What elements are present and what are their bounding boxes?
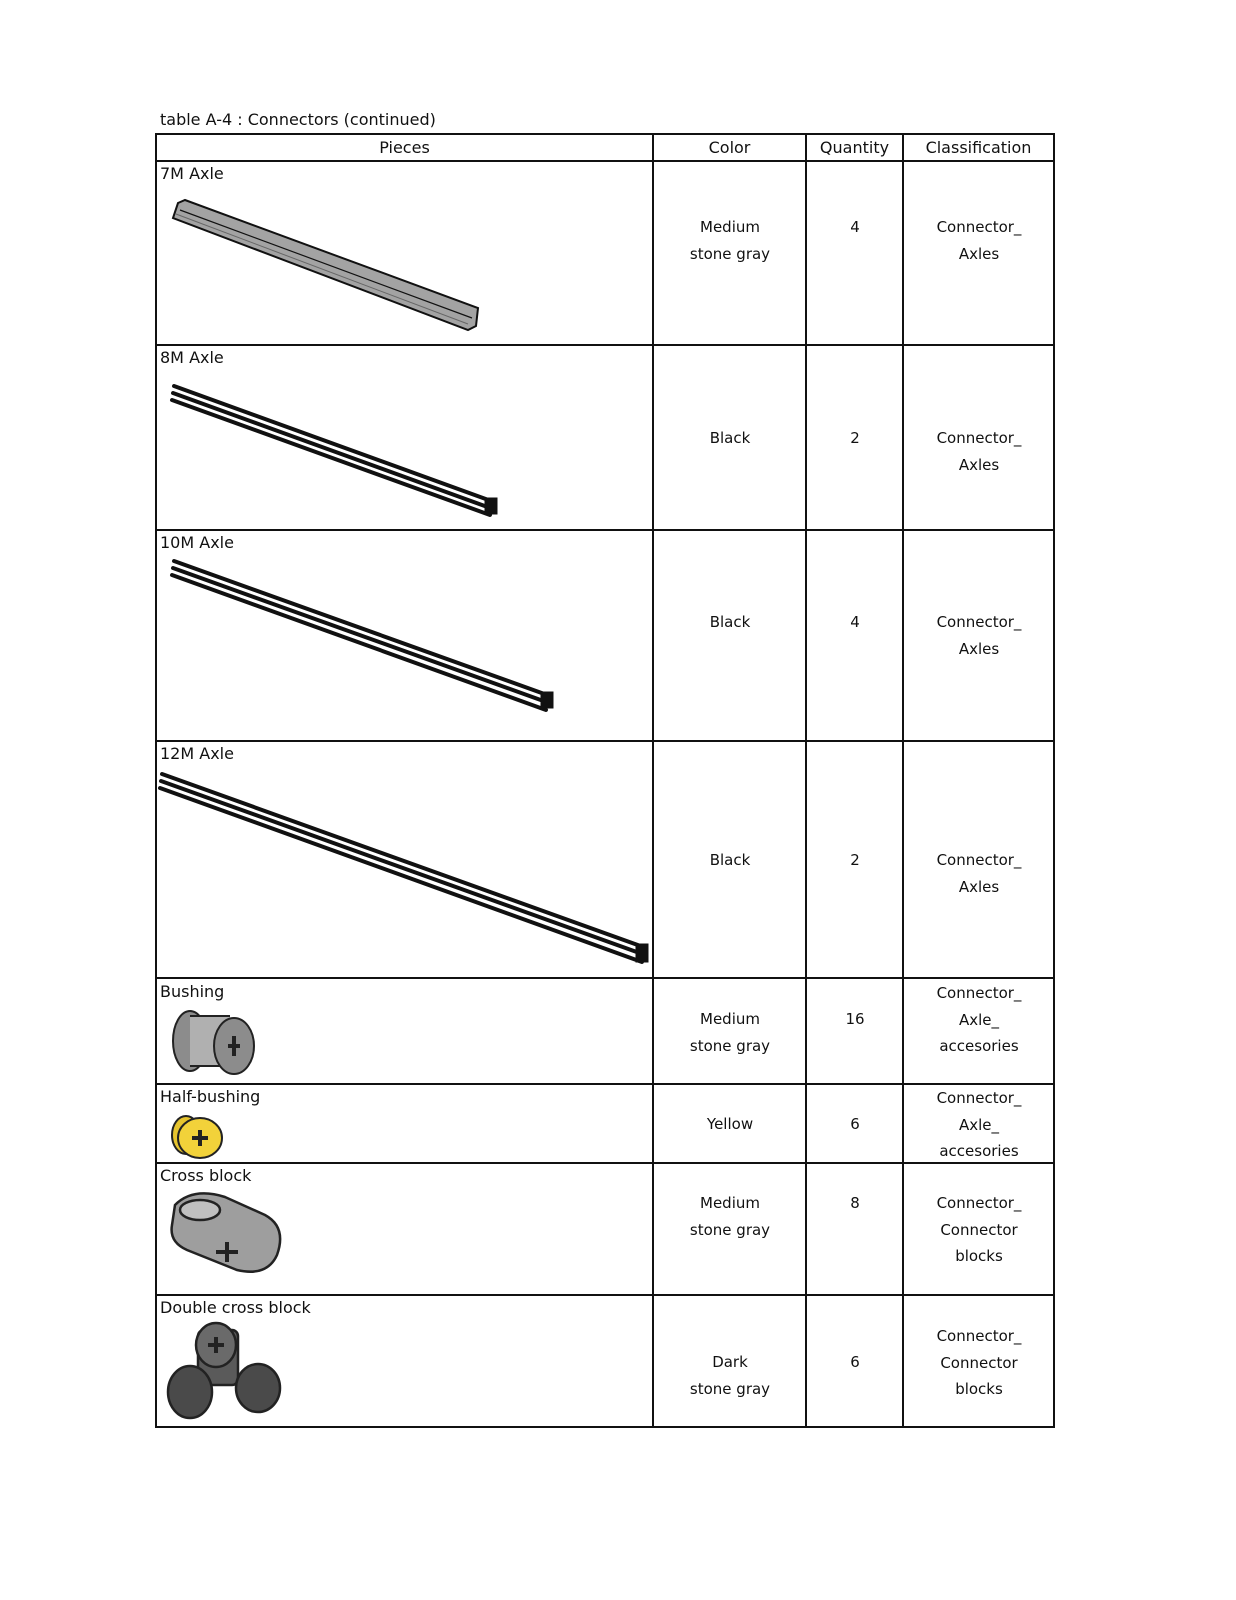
classification-line: Connector_ (936, 984, 1022, 1002)
quantity-cell: 4 (850, 613, 860, 631)
color-line: stone gray (689, 1379, 771, 1398)
quantity-cell: 16 (845, 1010, 865, 1028)
classification-line: Axles (958, 455, 1000, 474)
header-classification: Classification (925, 138, 1032, 157)
classification-cell (905, 1190, 1053, 1270)
double-cross-block-image (168, 1323, 280, 1418)
axle-12m-image (160, 774, 648, 962)
classification-cell (905, 214, 1053, 267)
header-color: Color (708, 138, 751, 157)
color-cell (655, 1006, 805, 1059)
classification-cell (905, 1323, 1053, 1403)
classification-cell (905, 425, 1053, 478)
axle-8m-image (172, 386, 497, 515)
classification-line: Axle_ (958, 1010, 1000, 1029)
piece-name: Double cross block (160, 1298, 311, 1317)
color-line: Medium (700, 1194, 760, 1212)
color-cell: Yellow (706, 1115, 754, 1133)
piece-name: 10M Axle (160, 533, 234, 552)
color-line: stone gray (689, 1036, 771, 1055)
classification-line: Connector_ (936, 1089, 1022, 1107)
header-quantity: Quantity (819, 138, 890, 157)
table-caption: table A-4 : Connectors (continued) (160, 110, 436, 129)
classification-line: Connector_ (936, 1194, 1022, 1212)
axle-7m-image (173, 200, 478, 330)
bushing-image (173, 1011, 254, 1074)
color-cell: Black (709, 429, 751, 447)
piece-name: Bushing (160, 982, 225, 1001)
color-cell (655, 214, 805, 267)
color-cell: Black (709, 613, 751, 631)
classification-cell (905, 1085, 1053, 1165)
classification-line: Connector_ (936, 1327, 1022, 1345)
classification-line: Connector_ (936, 851, 1022, 869)
classification-cell (905, 609, 1053, 662)
header-pieces: Pieces (379, 138, 430, 157)
quantity-cell: 6 (850, 1353, 860, 1371)
classification-line: accesories (939, 1142, 1019, 1160)
half-bushing-image (172, 1116, 222, 1158)
classification-line: blocks (955, 1247, 1003, 1265)
classification-cell (905, 980, 1053, 1060)
classification-line: accesories (939, 1037, 1019, 1055)
cross-block-image (172, 1193, 281, 1271)
classification-line: Connector_ (936, 613, 1022, 631)
color-line: Dark (712, 1353, 748, 1371)
classification-line: Axles (958, 639, 1000, 658)
axle-10m-image (172, 561, 553, 710)
classification-line: Axle_ (958, 1115, 1000, 1134)
classification-line: Axles (958, 244, 1000, 263)
piece-name: Half-bushing (160, 1087, 261, 1106)
piece-name: 8M Axle (160, 348, 224, 367)
piece-name: 7M Axle (160, 164, 224, 183)
classification-line: blocks (955, 1380, 1003, 1398)
quantity-cell: 6 (850, 1115, 860, 1133)
classification-line: Connector_ (936, 429, 1022, 447)
color-line: Medium (700, 1010, 760, 1028)
classification-line: Connector_ (936, 218, 1022, 236)
piece-name: 12M Axle (160, 744, 234, 763)
classification-line: Axles (958, 877, 1000, 896)
color-cell: Black (709, 851, 751, 869)
quantity-cell: 8 (850, 1194, 860, 1212)
color-line: Medium (700, 218, 760, 236)
classification-line: Connector (940, 1353, 1018, 1372)
quantity-cell: 2 (850, 851, 860, 869)
quantity-cell: 2 (850, 429, 860, 447)
quantity-cell: 4 (850, 218, 860, 236)
classification-cell (905, 847, 1053, 900)
piece-name: Cross block (160, 1166, 252, 1185)
classification-line: Connector (940, 1220, 1018, 1239)
color-line: stone gray (689, 1220, 771, 1239)
color-cell (655, 1190, 805, 1243)
color-cell (655, 1349, 805, 1402)
color-line: stone gray (689, 244, 771, 263)
